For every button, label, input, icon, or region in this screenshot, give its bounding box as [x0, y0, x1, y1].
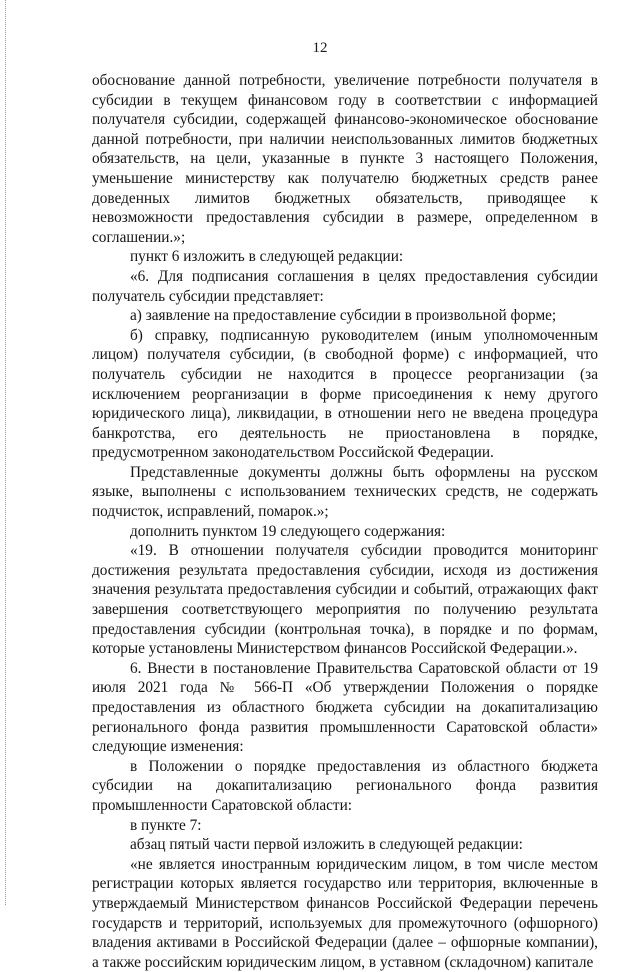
- paragraph: пункт 6 изложить в следующей редакции:: [130, 248, 404, 266]
- document-body: [92, 71, 598, 972]
- paragraph: абзац пятый части первой изложить в следующей редакции:: [130, 836, 523, 854]
- paragraph: в Положении о порядке предоставления из областного бюджета субсидии на докапитализацию регионального фонда развития промышленности Саратовской области:: [92, 757, 598, 814]
- paragraph: дополнить пунктом 19 следующего содержания:: [130, 522, 446, 540]
- paragraph: «6. Для подписания соглашения в целях предоставления субсидии получатель субсидии представляет:: [92, 267, 598, 305]
- paragraph: «19. В отношении получателя субсидии проводится мониторинг достижения результата предоставления субсидии, исходя из достижения значения результата предоставления субсидии и событий, отражающих факт завершения соответствующего мероприятия по получению результата предоставления субсидии (контрольная точка), в порядке и по формам, которые установлены Министерством финансов Российской Федерации.».: [92, 542, 598, 658]
- paragraph: Представленные документы должны быть оформлены на русском языке, выполнены с использованием технических средств, не содержать подчисток, исправлений, помарок.»;: [92, 463, 598, 521]
- paragraph: 6. Внести в постановление Правительства Саратовской области от 19 июля 2021 года № 566-П «Об утверждении Положения о порядке предоставления из областного бюджета субсидии на докапитализацию регионального фонда развития промышленности Саратовской области» следующие изменения:: [92, 659, 598, 756]
- paragraph: в пункте 7:: [130, 816, 202, 834]
- page-number: 12: [312, 40, 328, 56]
- scan-edge-line: [5, 0, 6, 905]
- paragraph: обоснование данной потребности, увеличение потребности получателя в субсидии в текущем финансовом году в соответствии с информацией получателя субсидии, содержащей финансово-экономическое обоснование данной потребности, при наличии неиспользованных лимитов бюджетных обязательств, на цели, указанные в пункте 3 настоящего Положения, уменьшение министерству как получателю бюджетных средств ранее доведенных лимитов бюджетных обязательств, приводящее к невозможности предоставления субсидии в размере, определенном в соглашении.»;: [92, 72, 598, 246]
- paragraph: б) справку, подписанную руководителем (иным уполномоченным лицом) получателя субсидии, (в свободной форме) с информацией, что получатель субсидии не находится в процессе реорганизации (за исключением реорганизации в форме присоединения к нему другого юридического лица), ликвидации, в отношении него не введена процедура банкротства, его деятельность не приостановлена в порядке, предусмотренном законодательством Российской Федерации.: [92, 326, 598, 462]
- paragraph: «не является иностранным юридическим лицом, в том числе местом регистрации которых является государство или территория, включенные в утверждаемый Министерством финансов Российской Федерации перечень государств и территорий, используемых для промежуточного (офшорного) владения активами в Российской Федерации (далее – офшорные компании), а также российским юридическим лицом, в уставном (складочном) капитале: [92, 855, 598, 971]
- paragraph: а) заявление на предоставление субсидии в произвольной форме;: [130, 307, 557, 325]
